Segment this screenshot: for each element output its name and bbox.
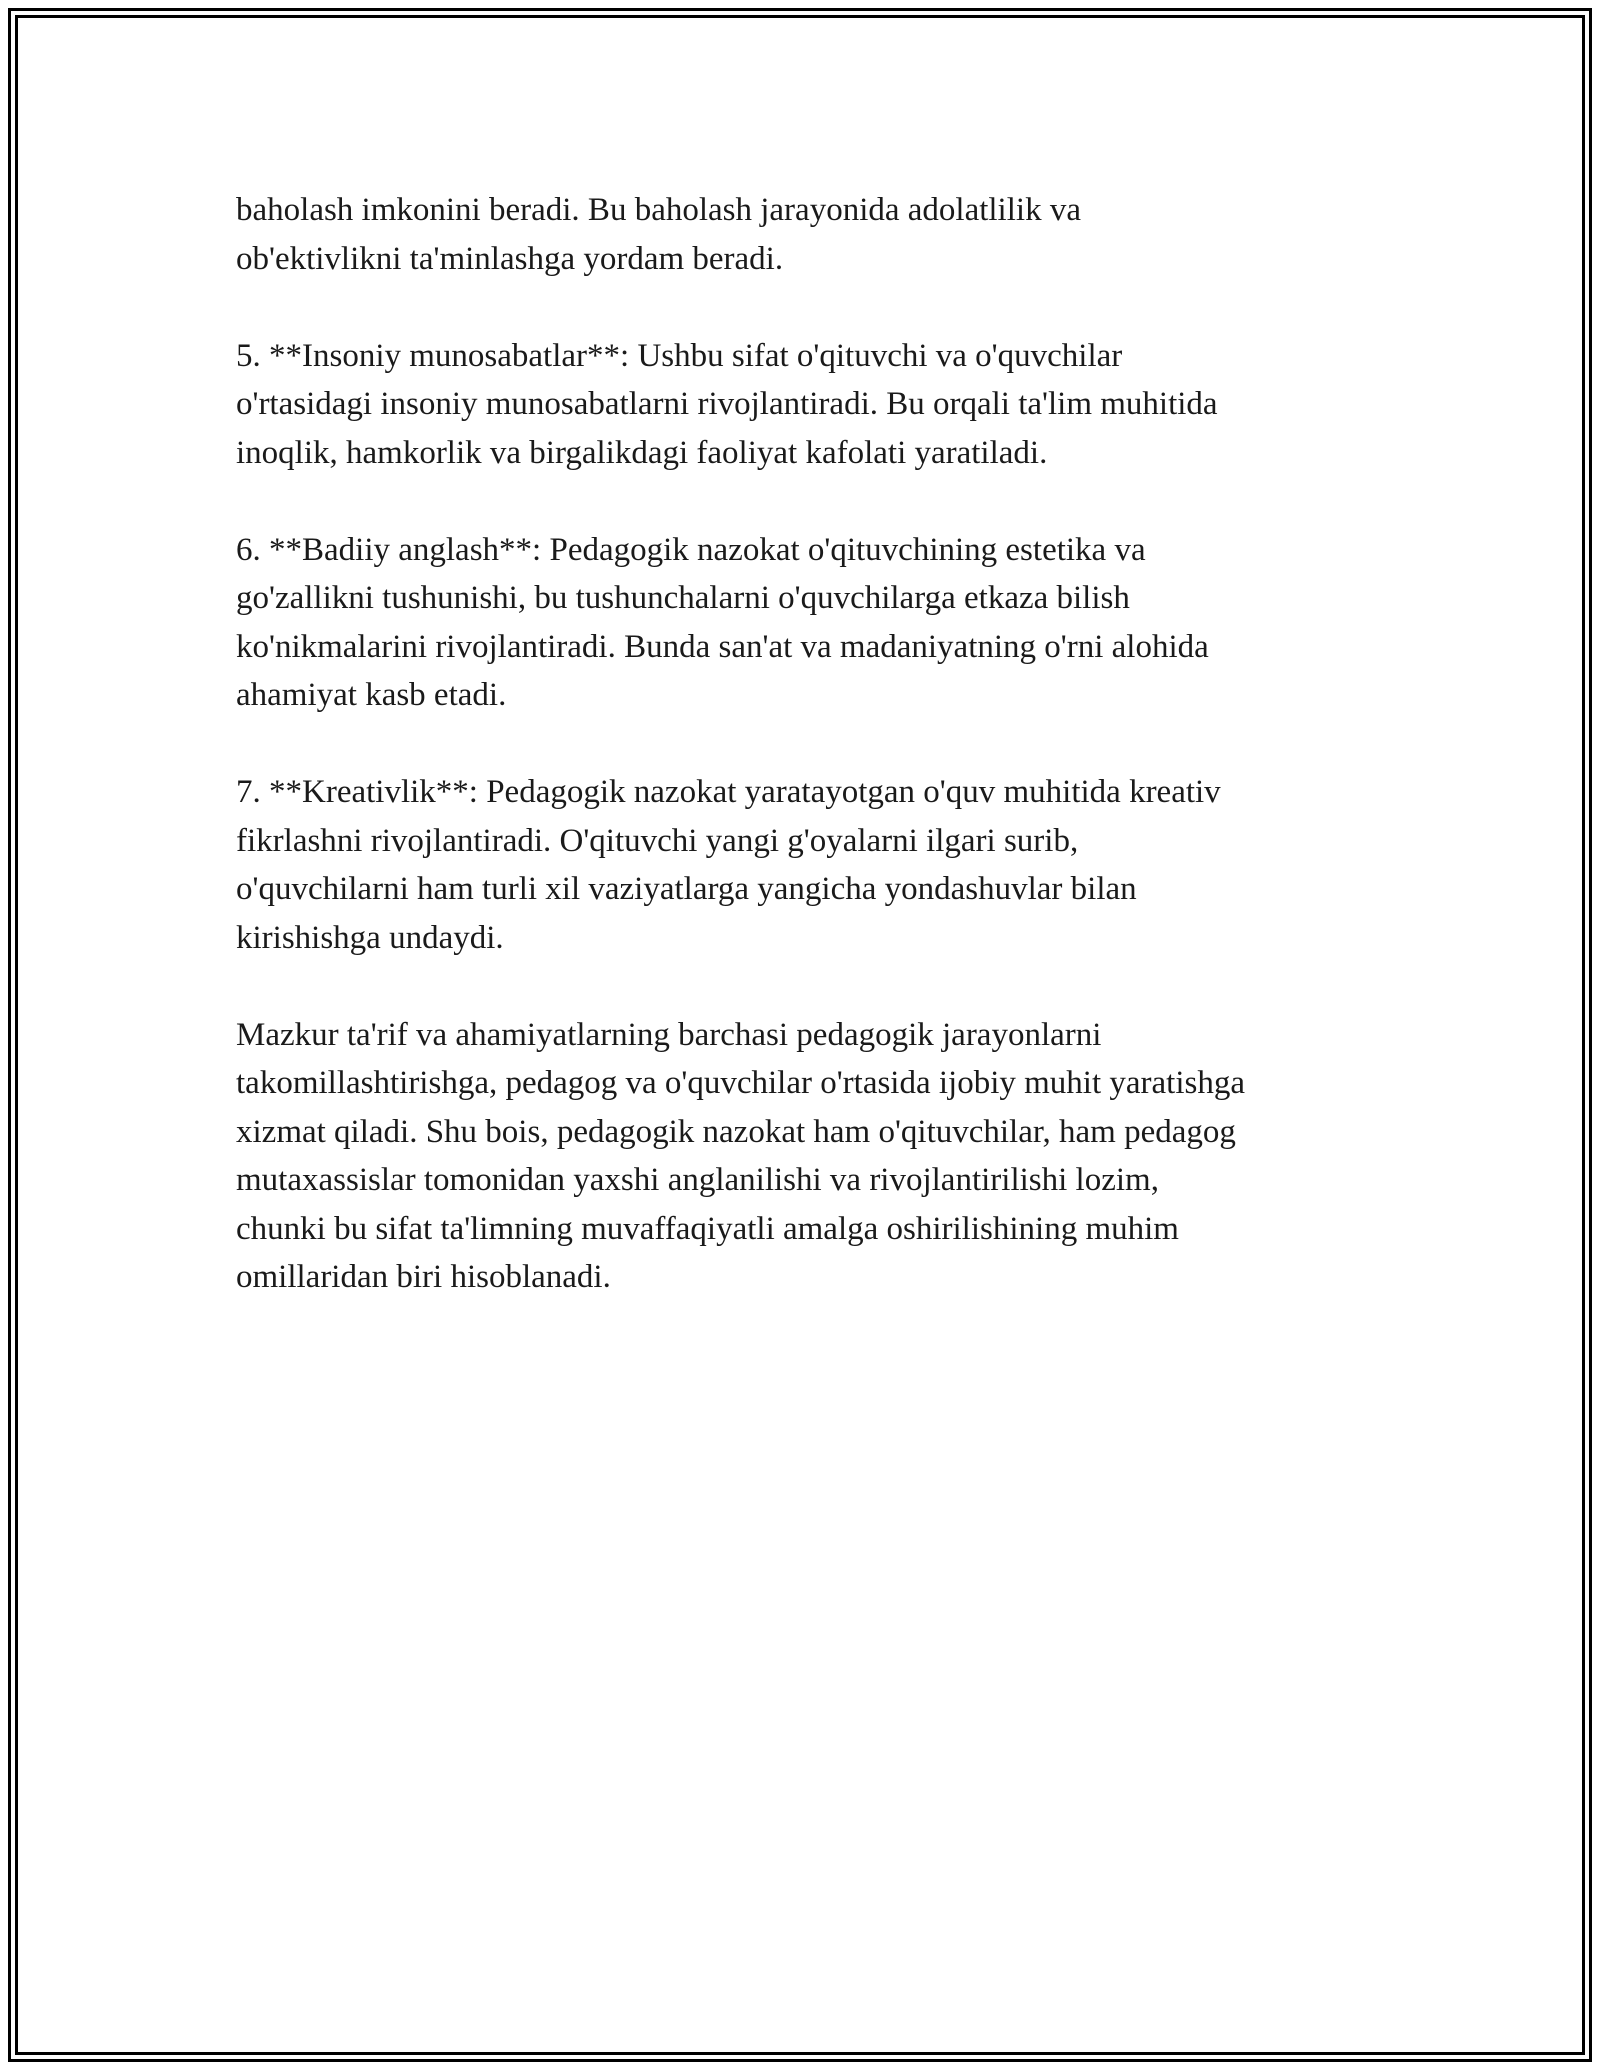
text-line: takomillashtirishga, pedagog va o'quvchilar o'rtasida ijobiy muhit yaratishga bbox=[236, 1065, 1245, 1101]
text-line: 5. **Insoniy munosabatlar**: Ushbu sifat o'qituvchi va o'quvchilar bbox=[236, 337, 1123, 374]
text-line: o'rtasidagi insoniy munosabatlarni rivojlantiradi. Bu orqali ta'lim muhitida bbox=[236, 386, 1218, 422]
document-body bbox=[236, 186, 1396, 1302]
text-line: omillaridan biri hisoblanadi. bbox=[236, 1259, 611, 1295]
text-line: fikrlashni rivojlantiradi. O'qituvchi yangi g'oyalarni ilgari surib, bbox=[236, 822, 1079, 859]
text-line: o'quvchilarni ham turli xil vaziyatlarga yangicha yondashuvlar bilan bbox=[236, 871, 1137, 907]
paragraph-item-7 bbox=[236, 768, 1396, 962]
text-line: xizmat qiladi. Shu bois, pedagogik nazokat ham o'qituvchilar, ham pedagog bbox=[236, 1113, 1236, 1150]
text-line: go'zallikni tushunishi, bu tushunchalarni o'quvchilarga etkaza bilish bbox=[236, 580, 1130, 616]
text-line: 6. **Badiiy anglash**: Pedagogik nazokat o'qituvchining estetika va bbox=[236, 531, 1146, 568]
text-line: mutaxassislar tomonidan yaxshi anglanilishi va rivojlantirilishi lozim, bbox=[236, 1162, 1159, 1198]
text-line: ahamiyat kasb etadi. bbox=[236, 677, 507, 713]
paragraph-conclusion bbox=[236, 1011, 1396, 1302]
text-line: ko'nikmalarini rivojlantiradi. Bunda san'at va madaniyatning o'rni alohida bbox=[236, 628, 1209, 665]
paragraph-continuation bbox=[236, 186, 1396, 283]
paragraph-item-5 bbox=[236, 332, 1396, 478]
text-line: ob'ektivlikni ta'minlashga yordam beradi. bbox=[236, 240, 784, 277]
text-line: 7. **Kreativlik**: Pedagogik nazokat yaratayotgan o'quv muhitida kreativ bbox=[236, 774, 1221, 810]
text-line: kirishishga undaydi. bbox=[236, 919, 504, 956]
text-line: baholash imkonini beradi. Bu baholash jarayonida adolatlilik va bbox=[236, 192, 1081, 228]
paragraph-item-6 bbox=[236, 526, 1396, 720]
text-line: inoqlik, hamkorlik va birgalikdagi faoliyat kafolati yaratiladi. bbox=[236, 434, 1048, 471]
text-line: Mazkur ta'rif va ahamiyatlarning barchasi pedagogik jarayonlarni bbox=[236, 1016, 1102, 1053]
text-line: chunki bu sifat ta'limning muvaffaqiyatli amalga oshirilishining muhim bbox=[236, 1210, 1179, 1247]
